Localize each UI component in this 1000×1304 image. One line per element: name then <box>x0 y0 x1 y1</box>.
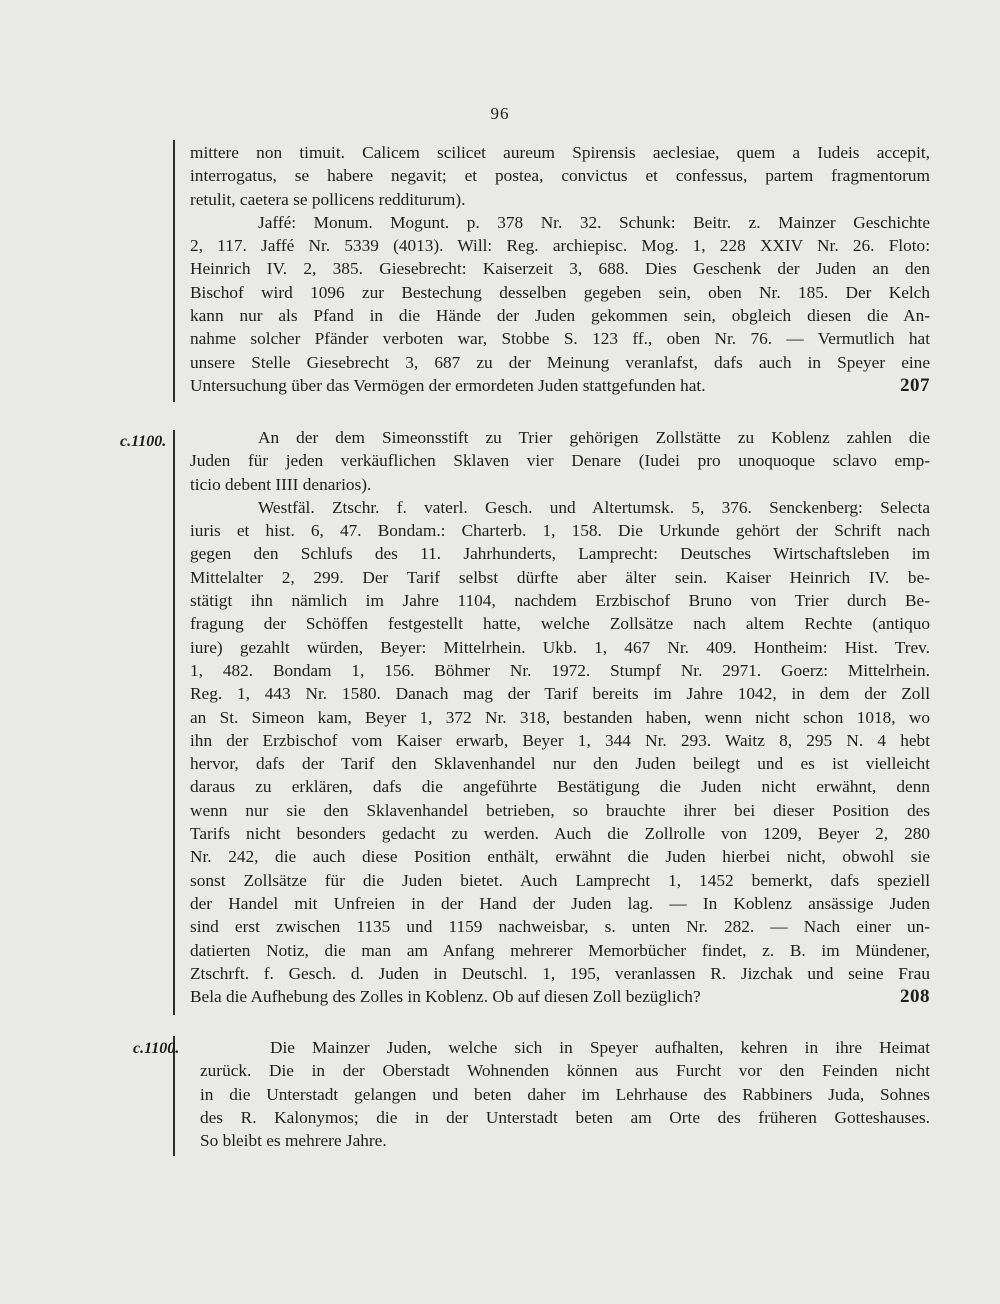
text-line: stätigt ihn nämlich im Jahre 1104, nachdem Erzbischof Bruno von Trier durch Be- <box>190 591 930 611</box>
text-line: sonst Zollsätze für die Juden bietet. Auch Lamprecht 1, 1452 bemerkt, dafs speziell <box>190 870 930 890</box>
margin-rule-1 <box>173 140 175 402</box>
text-line: Die Mainzer Juden, welche sich in Speyer aufhalten, kehren in ihre Heimat <box>270 1038 930 1057</box>
text-line: iuris et hist. 6, 47. Bondam.: Charterb. 1, 158. Die Urkunde gehört der Schrift nach <box>190 521 930 541</box>
text-line: retulit, caetera se pollicens redditurum). <box>190 189 466 209</box>
text-line: Westfäl. Ztschr. f. vaterl. Gesch. und Altertumsk. 5, 376. Senckenberg: Selecta <box>258 497 930 517</box>
text-line: Nr. 242, die auch diese Position enthält, erwähnt die Juden hierbei nicht, obwohl sie <box>190 847 930 867</box>
text-line: gegen den Schlufs des 11. Jahrhunderts, Lamprecht: Deutsches Wirtschaftsleben im <box>190 544 930 564</box>
text-line: mittere non timuit. Calicem scilicet aureum Spirensis aeclesiae, quem a Iudeis accepit, <box>190 143 930 162</box>
text-line: der Handel mit Unfreien in der Hand der Juden lag. — In Koblenz ansässige Juden <box>190 893 930 913</box>
text-line <box>190 374 930 397</box>
page-number: 96 <box>490 104 510 123</box>
text-line: sind erst zwischen 1135 und 1159 nachweisbar, s. unten Nr. 282. — Nach einer un- <box>190 917 930 937</box>
text-line: Ztschrft. f. Gesch. d. Juden in Deutschl. 1, 195, veranlassen R. Jizchak und seine Frau <box>190 963 930 983</box>
margin-rule-2 <box>173 430 175 1015</box>
text-line: Bischof wird 1096 zur Bestechung desselben gegeben sein, oben Nr. 185. Der Kelch <box>190 282 930 302</box>
text-line: datierten Notiz, die man am Anfang mehrerer Memorbücher findet, z. B. im Mündener, <box>190 940 930 960</box>
entry-number: 207 <box>900 374 930 396</box>
text-line: Jaffé: Monum. Mogunt. p. 378 Nr. 32. Schunk: Beitr. z. Mainzer Geschichte <box>258 212 930 232</box>
text-line: ticio debent IIII denarios). <box>190 474 372 494</box>
entry-date: c.1100. <box>133 1040 180 1057</box>
text-line: daraus zu erklären, dafs die angeführte Bestätigung die Juden nicht erwähnt, denn <box>190 777 930 797</box>
text-line: ihn der Erzbischof vom Kaiser erwarb, Beyer 1, 344 Nr. 293. Waitz 8, 295 N. 4 hebt <box>190 730 930 750</box>
text-line: an St. Simeon kam, Beyer 1, 372 Nr. 318, bestanden haben, wenn nicht schon 1018, wo <box>190 707 930 727</box>
text-line: iure) gezahlt würden, Beyer: Mittelrhein. Ukb. 1, 467 Nr. 409. Hontheim: Hist. Trev. <box>190 637 930 657</box>
entry-209 <box>200 1036 930 1152</box>
text-line: So bleibt es mehrere Jahre. <box>200 1131 387 1151</box>
text-line: kann nur als Pfand in die Hände der Juden gekommen sein, obgleich diesen die An- <box>190 306 930 326</box>
text-line: zurück. Die in der Oberstadt Wohnenden können aus Furcht vor den Feinden nicht <box>200 1061 930 1081</box>
text-line: fragung der Schöffen festgestellt hatte, welche Zollsätze nach altem Rechte (antiquo <box>190 614 930 634</box>
text-line: Juden für jeden verkäuflichen Sklaven vier Denare (Iudei pro unoquoque sclavo emp- <box>190 451 930 471</box>
entry-207 <box>190 141 930 397</box>
text-line-content: Untersuchung über das Vermögen der ermordeten Juden stattgefunden hat. <box>190 375 706 395</box>
text-line: interrogatus, se habere negavit; et postea, convictus et confessus, partem fragmentorum <box>190 166 930 186</box>
text-line: 1, 482. Bondam 1, 156. Böhmer Nr. 1972. Stumpf Nr. 2971. Goerz: Mittelrhein. <box>190 660 930 680</box>
text-line: wenn nur sie den Sklavenhandel betrieben, so brauchte ihrer bei dieser Position des <box>190 800 930 820</box>
text-line <box>190 985 930 1008</box>
text-line: des R. Kalonymos; die in der Unterstadt beten am Orte des früheren Gotteshauses. <box>200 1107 930 1127</box>
text-line: nahme solcher Pfänder verboten war, Stobbe S. 123 ff., oben Nr. 76. — Vermutlich hat <box>190 329 930 349</box>
text-line: unsere Stelle Giesebrecht 3, 687 zu der Meinung veranlafst, dafs auch in Speyer eine <box>190 352 930 372</box>
text-line: Reg. 1, 443 Nr. 1580. Danach mag der Tarif bereits im Jahre 1042, in dem der Zoll <box>190 684 930 704</box>
entry-date: c.1100. <box>120 433 167 450</box>
text-line: Heinrich IV. 2, 385. Giesebrecht: Kaiserzeit 3, 688. Dies Geschenk der Juden an den <box>190 259 930 279</box>
text-line: in die Unterstadt gelangen und beten daher im Lehrhause des Rabbiners Juda, Sohnes <box>200 1084 930 1104</box>
entry-208 <box>190 426 930 1008</box>
text-line: Mittelalter 2, 299. Der Tarif selbst dürfte aber älter sein. Kaiser Heinrich IV. be- <box>190 567 930 587</box>
text-line: Tarifs nicht besonders gedacht zu werden. Auch die Zollrolle von 1209, Beyer 2, 280 <box>190 824 930 844</box>
text-line: An der dem Simeonsstift zu Trier gehörigen Zollstätte zu Koblenz zahlen die <box>258 428 930 447</box>
entry-number: 208 <box>900 986 930 1008</box>
text-line-content: Bela die Aufhebung des Zolles in Koblenz. Ob auf diesen Zoll bezüglich? <box>190 987 701 1007</box>
text-line: 2, 117. Jaffé Nr. 5339 (4013). Will: Reg. archiepisc. Mog. 1, 228 XXIV Nr. 26. Floto: <box>190 236 930 256</box>
text-line: hervor, dafs der Tarif den Sklavenhandel nur den Juden beilegt und es ist vielleicht <box>190 754 930 774</box>
